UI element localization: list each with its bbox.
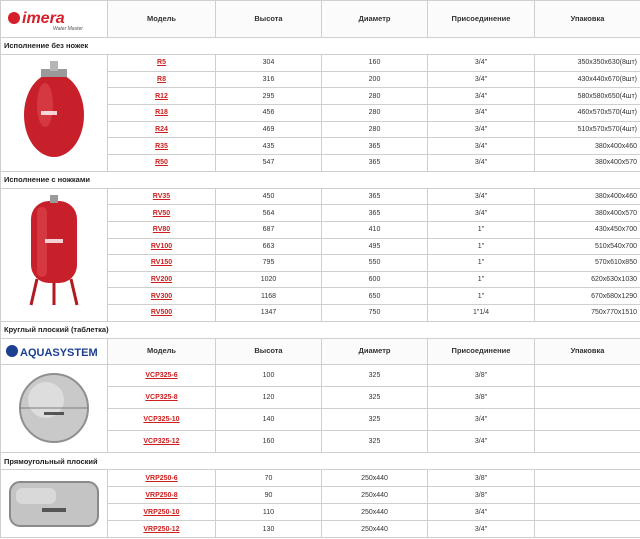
product-image-no_legs (1, 55, 108, 172)
model-cell (108, 105, 216, 122)
rect-flat-tank-icon (6, 474, 102, 534)
diameter-cell: 750 (322, 304, 428, 321)
package-cell: 670x680x1290 (535, 288, 640, 305)
model-link[interactable]: VCP325-8 (145, 393, 178, 401)
imera-logo-text: imera (22, 10, 65, 27)
height-cell: 450 (216, 188, 322, 205)
connection-cell: 3/4" (428, 155, 535, 172)
model-cell (108, 238, 216, 255)
model-link[interactable]: RV500 (150, 309, 173, 317)
package-cell (535, 408, 640, 430)
model-cell (108, 55, 216, 72)
aquasystem-logo (1, 338, 108, 364)
model-cell (108, 222, 216, 239)
model-link[interactable]: RV100 (150, 242, 173, 250)
section-row-no_legs (1, 38, 640, 55)
connection-cell: 1" (428, 222, 535, 239)
package-cell (535, 521, 640, 538)
table-row (1, 470, 640, 487)
diameter-cell: 365 (322, 205, 428, 222)
aquasystem-logo-icon (5, 341, 105, 361)
section-title: Круглый плоский (таблетка) (1, 321, 640, 338)
model-cell (108, 255, 216, 272)
diameter-cell: 650 (322, 288, 428, 305)
diameter-cell: 250x440 (322, 504, 428, 521)
height-cell: 469 (216, 121, 322, 138)
table-row (1, 364, 640, 386)
model-cell (108, 364, 216, 386)
height-cell: 687 (216, 222, 322, 239)
model-cell (108, 188, 216, 205)
imera-logo (1, 1, 108, 38)
package-cell: 350x350x630(8шт) (535, 55, 640, 72)
model-link[interactable]: VCP325-12 (143, 438, 180, 446)
diameter-cell: 365 (322, 188, 428, 205)
diameter-cell: 200 (322, 71, 428, 88)
model-cell (108, 121, 216, 138)
model-link[interactable]: VRP250-10 (143, 508, 180, 516)
model-link[interactable]: RV50 (152, 209, 171, 217)
package-cell: 380x400x460 (535, 188, 640, 205)
table-row (1, 55, 640, 72)
diameter-cell: 365 (322, 138, 428, 155)
model-cell (108, 504, 216, 521)
diameter-cell: 410 (322, 222, 428, 239)
header-height: Высота (216, 1, 322, 38)
round-flat-tank-icon (14, 370, 94, 446)
model-link[interactable]: R8 (157, 76, 166, 84)
header-model: Модель (108, 1, 216, 38)
model-cell (108, 155, 216, 172)
height-cell: 160 (216, 431, 322, 453)
package-cell: 570x610x850 (535, 255, 640, 272)
package-cell: 620x630x1030 (535, 271, 640, 288)
height-cell: 1347 (216, 304, 322, 321)
height-cell: 100 (216, 364, 322, 386)
model-cell (108, 487, 216, 504)
package-cell: 430x440x670(8шт) (535, 71, 640, 88)
connection-cell: 3/8" (428, 386, 535, 408)
header-row (1, 1, 640, 38)
header-package: Упаковка (535, 1, 640, 38)
tank-no-legs-icon (19, 57, 89, 169)
model-link[interactable]: R24 (155, 126, 168, 134)
model-cell (108, 205, 216, 222)
section-title: Прямоугольный плоский (1, 453, 640, 470)
model-cell (108, 386, 216, 408)
model-cell (108, 71, 216, 88)
model-cell (108, 271, 216, 288)
height-cell: 70 (216, 470, 322, 487)
height-cell: 120 (216, 386, 322, 408)
aquasystem-logo-text: AQUASYSTEM (20, 347, 98, 360)
table-row (1, 188, 640, 205)
model-link[interactable]: RV150 (150, 259, 173, 267)
connection-cell: 3/4" (428, 408, 535, 430)
model-link[interactable]: VCP325-6 (145, 371, 178, 379)
package-cell (535, 431, 640, 453)
model-link[interactable]: VRP250-6 (145, 474, 178, 482)
connection-cell: 3/8" (428, 470, 535, 487)
diameter-cell: 325 (322, 364, 428, 386)
height-cell: 564 (216, 205, 322, 222)
height-cell: 316 (216, 71, 322, 88)
connection-cell: 3/4" (428, 121, 535, 138)
model-cell (108, 304, 216, 321)
height-cell: 304 (216, 55, 322, 72)
package-cell: 380x400x570 (535, 155, 640, 172)
height-cell: 295 (216, 88, 322, 105)
model-cell (108, 88, 216, 105)
header-model: Модель (108, 338, 216, 364)
header-diameter: Диаметр (322, 1, 428, 38)
height-cell: 435 (216, 138, 322, 155)
package-cell: 380x400x460 (535, 138, 640, 155)
package-cell (535, 386, 640, 408)
model-cell (108, 521, 216, 538)
height-cell: 130 (216, 521, 322, 538)
connection-cell: 3/4" (428, 431, 535, 453)
height-cell: 1168 (216, 288, 322, 305)
imera-tagline: Water Master (53, 26, 83, 32)
tank-with-legs-icon (19, 193, 89, 317)
header-height: Высота (216, 338, 322, 364)
connection-cell: 3/8" (428, 364, 535, 386)
height-cell: 547 (216, 155, 322, 172)
connection-cell: 3/4" (428, 55, 535, 72)
connection-cell: 1" (428, 288, 535, 305)
imera-logo-icon (5, 5, 105, 33)
height-cell: 110 (216, 504, 322, 521)
package-cell: 510x570x570(4шт) (535, 121, 640, 138)
package-cell: 750x770x1510 (535, 304, 640, 321)
diameter-cell: 325 (322, 408, 428, 430)
header-package: Упаковка (535, 338, 640, 364)
model-link[interactable]: VCP325-10 (143, 416, 180, 424)
diameter-cell: 600 (322, 271, 428, 288)
model-cell (108, 288, 216, 305)
connection-cell: 3/4" (428, 521, 535, 538)
model-link[interactable]: R35 (155, 142, 168, 150)
connection-cell: 3/4" (428, 88, 535, 105)
model-link[interactable]: RV80 (152, 226, 171, 234)
diameter-cell: 495 (322, 238, 428, 255)
product-image-round_flat (1, 364, 108, 453)
package-cell (535, 504, 640, 521)
connection-cell: 1" (428, 271, 535, 288)
model-link[interactable]: R12 (155, 92, 168, 100)
model-link[interactable]: R5 (157, 59, 166, 67)
model-cell (108, 431, 216, 453)
diameter-cell: 550 (322, 255, 428, 272)
height-cell: 1020 (216, 271, 322, 288)
diameter-cell: 280 (322, 88, 428, 105)
diameter-cell: 365 (322, 155, 428, 172)
section-title: Исполнение без ножек (1, 38, 640, 55)
diameter-cell: 250x440 (322, 521, 428, 538)
model-link[interactable]: R18 (155, 109, 168, 117)
package-cell (535, 487, 640, 504)
diameter-cell: 325 (322, 386, 428, 408)
diameter-cell: 280 (322, 121, 428, 138)
section-row-with_legs (1, 171, 640, 188)
diameter-cell: 325 (322, 431, 428, 453)
connection-cell: 3/4" (428, 188, 535, 205)
header-diameter: Диаметр (322, 338, 428, 364)
header-connection: Присоединение (428, 338, 535, 364)
height-cell: 795 (216, 255, 322, 272)
height-cell: 90 (216, 487, 322, 504)
connection-cell: 3/4" (428, 71, 535, 88)
section-row-round_flat (1, 321, 640, 338)
diameter-cell: 250x440 (322, 470, 428, 487)
package-cell: 460x570x570(4шт) (535, 105, 640, 122)
connection-cell: 1" (428, 238, 535, 255)
connection-cell: 3/4" (428, 205, 535, 222)
model-cell (108, 138, 216, 155)
height-cell: 140 (216, 408, 322, 430)
height-cell: 663 (216, 238, 322, 255)
package-cell (535, 470, 640, 487)
package-cell: 510x540x700 (535, 238, 640, 255)
connection-cell: 3/4" (428, 504, 535, 521)
connection-cell: 3/8" (428, 487, 535, 504)
model-cell (108, 408, 216, 430)
section-title: Исполнение с ножками (1, 171, 640, 188)
model-link[interactable]: RV35 (152, 193, 171, 201)
connection-cell: 1"1/4 (428, 304, 535, 321)
connection-cell: 3/4" (428, 138, 535, 155)
package-cell: 580x580x650(4шт) (535, 88, 640, 105)
height-cell: 456 (216, 105, 322, 122)
product-image-with_legs (1, 188, 108, 321)
diameter-cell: 250x440 (322, 487, 428, 504)
model-link[interactable]: VRP250-12 (143, 525, 180, 533)
package-cell: 380x400x570 (535, 205, 640, 222)
model-link[interactable]: VRP250-8 (145, 491, 178, 499)
connection-cell: 3/4" (428, 105, 535, 122)
model-cell (108, 470, 216, 487)
diameter-cell: 160 (322, 55, 428, 72)
model-link[interactable]: RV200 (150, 276, 173, 284)
model-link[interactable]: R50 (155, 159, 168, 167)
aquasystem-header-row (1, 338, 640, 364)
package-cell (535, 364, 640, 386)
model-link[interactable]: RV300 (150, 292, 173, 300)
package-cell: 430x450x700 (535, 222, 640, 239)
section-row-rect_flat (1, 453, 640, 470)
diameter-cell: 280 (322, 105, 428, 122)
connection-cell: 1" (428, 255, 535, 272)
header-connection: Присоединение (428, 1, 535, 38)
product-image-rect_flat (1, 470, 108, 538)
